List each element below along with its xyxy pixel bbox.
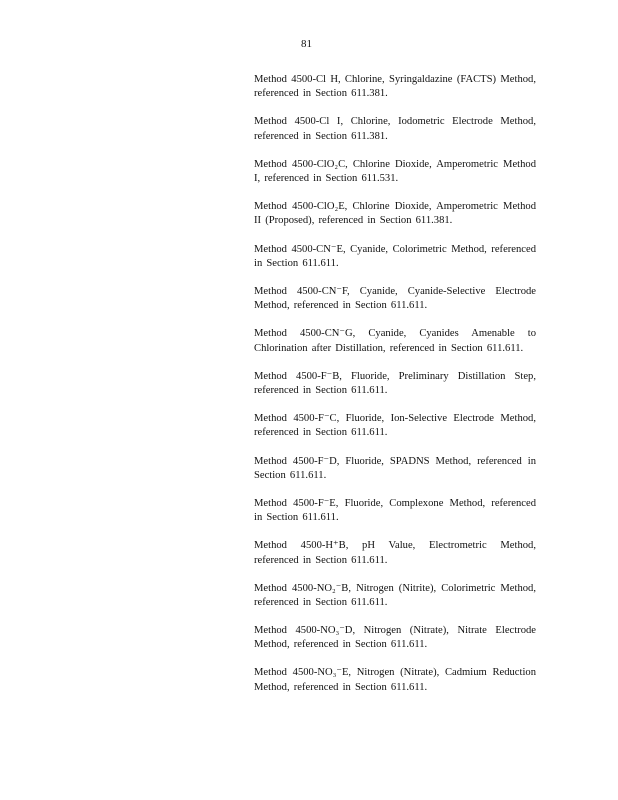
- method-entry: Method 4500-H⁺B, pH Value, Electrometric Method, referenced in Section 611.611.: [254, 540, 536, 566]
- method-entry: Method 4500-CN⁻G, Cyanide, Cyanides Amenable to Chlorination after Distillation, referenced in Section 611.611.: [254, 328, 536, 354]
- method-entry: Method 4500-F⁻E, Fluoride, Complexone Method, referenced in Section 611.611.: [254, 497, 536, 524]
- method-entry: Method 4500-CN⁻F, Cyanide, Cyanide-Selective Electrode Method, referenced in Section 611.611.: [254, 285, 536, 312]
- method-entry: Method 4500-F⁻D, Fluoride, SPADNS Method, referenced in Section 611.611.: [254, 455, 536, 481]
- method-entry: Method 4500-F⁻C, Fluoride, Ion-Selective Electrode Method, referenced in Section 611.611.: [254, 413, 536, 439]
- method-entry: Method 4500-ClO₂E, Chlorine Dioxide, Amperometric Method II (Proposed), referenced in Section 611.381.: [254, 201, 536, 227]
- method-entry: Method 4500-Cl H, Chlorine, Syringaldazine (FACTS) Method, referenced in Section 611.381.: [254, 74, 536, 100]
- page-number: 81: [301, 38, 312, 50]
- method-entry: Method 4500-ClO₂C, Chlorine Dioxide, Amperometric Method I, referenced in Section 611.531.: [254, 158, 536, 185]
- method-entry: Method 4500-Cl I, Chlorine, Iodometric Electrode Method, referenced in Section 611.381.: [254, 116, 536, 142]
- method-reference-list: [254, 73, 536, 709]
- method-entry: Method 4500-NO₃⁻D, Nitrogen (Nitrate), Nitrate Electrode Method, referenced in Section 611.611.: [254, 625, 536, 651]
- method-entry: Method 4500-F⁻B, Fluoride, Preliminary Distillation Step, referenced in Section 611.611.: [254, 370, 536, 397]
- method-entry: Method 4500-CN⁻E, Cyanide, Colorimetric Method, referenced in Section 611.611.: [254, 243, 536, 269]
- method-entry: Method 4500-NO₃⁻E, Nitrogen (Nitrate), Cadmium Reduction Method, referenced in Section 611.611.: [254, 667, 536, 693]
- method-entry: Method 4500-NO₂⁻B, Nitrogen (Nitrite), Colorimetric Method, referenced in Section 611.611.: [254, 582, 536, 608]
